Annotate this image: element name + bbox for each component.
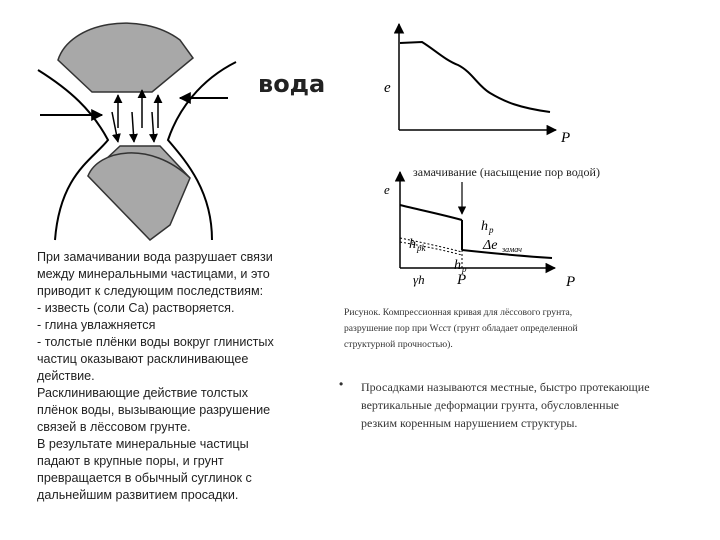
svg-text:pk: pk — [417, 243, 426, 253]
text-line: падают в крупные поры, и грунт — [37, 454, 224, 468]
curve-before-wetting — [400, 205, 462, 220]
svg-text:h: h — [481, 219, 488, 234]
delta-e-label — [482, 238, 522, 254]
text-line: приводит к следующим последствиям: — [37, 284, 264, 298]
svg-text:p: p — [462, 264, 467, 274]
svg-text:h: h — [409, 237, 416, 252]
svg-text:p: p — [489, 225, 494, 235]
y-axis-label-top: e — [384, 80, 391, 96]
svg-text:замач: замач — [502, 245, 522, 254]
bullet-line: вертикальные деформации грунта, обусловленные — [361, 398, 619, 412]
text-line: плёнок воды, вызывающие разрушение — [37, 403, 271, 417]
text-line: между минеральными частицами, и это — [37, 267, 270, 281]
text-line: дальнейшим развитием просадки. — [37, 488, 239, 502]
text-line: Расклинивающие действие толстых — [37, 386, 249, 400]
text-line: - известь (соли Са) растворяется. — [37, 301, 235, 315]
main-text-block — [37, 249, 312, 504]
bullet-line: Просадками называются местные, быстро протекающие — [361, 380, 650, 394]
x-axis-label-bottom: P — [566, 274, 576, 290]
svg-text:h: h — [454, 258, 461, 273]
x-axis-label-top: P — [561, 130, 571, 146]
gamma-h-label: γh — [413, 272, 425, 287]
bullet-text — [361, 378, 701, 432]
wetting-label: замачивание (насыщение пор водой) — [413, 165, 600, 179]
hp2-label — [454, 258, 467, 274]
text-line: частиц оказывают расклинивающее — [37, 352, 249, 366]
p-label-bottom: P — [457, 272, 467, 288]
caption-line: Рисунок. Компрессионная кривая для лёссового грунта, — [344, 307, 573, 318]
figure-caption — [344, 305, 664, 353]
caption-line: структурной прочностью). — [344, 339, 453, 350]
text-line: - толстые плёнки воды вокруг глинистых — [37, 335, 274, 349]
water-label: вода — [258, 70, 326, 98]
bullet-marker: • — [339, 377, 344, 391]
text-line: превращается в обычный суглинок с — [37, 471, 252, 485]
svg-text:Δe: Δe — [483, 238, 498, 253]
text-line: В результате минеральные частицы — [37, 437, 249, 451]
bullet-line: резким коренным нарушением структуры. — [361, 416, 578, 430]
text-line: При замачивании вода разрушает связи — [37, 250, 273, 264]
text-line: - глина увлажняется — [37, 318, 156, 332]
text-line: действие. — [37, 369, 95, 383]
y-axis-label-bottom: e — [384, 182, 390, 197]
hpk-label — [409, 237, 427, 253]
hp-label — [481, 219, 494, 235]
caption-line: разрушение пор при Wсст (грунт обладает определенной — [344, 323, 578, 334]
text-line: связей в лёссовом грунте. — [37, 420, 191, 434]
